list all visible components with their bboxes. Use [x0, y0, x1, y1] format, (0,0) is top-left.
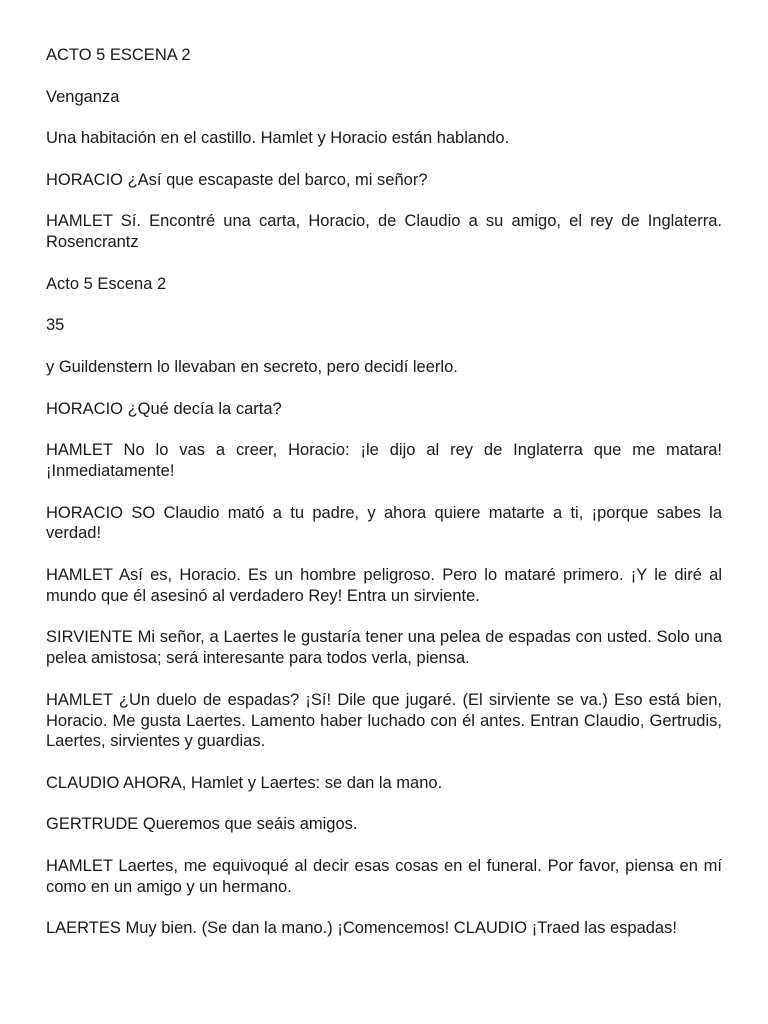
stage-direction: Una habitación en el castillo. Hamlet y Horacio están hablando. [46, 129, 510, 148]
running-header: Acto 5 Escena 2 [46, 274, 167, 293]
dialogue-line: CLAUDIO AHORA, Hamlet y Laertes: se dan la mano. [46, 773, 443, 792]
dialogue-line: HORACIO ¿Así que escapaste del barco, mi señor? [46, 170, 428, 189]
dialogue-line: HAMLET Sí. Encontré una carta, Horacio, de Claudio a su amigo, el rey de Inglaterra. Rosencrantz [46, 212, 722, 252]
dialogue-line: GERTRUDE Queremos que seáis amigos. [46, 815, 358, 834]
scene-title: Venganza [46, 87, 120, 106]
dialogue-line: LAERTES Muy bien. (Se dan la mano.) ¡Comencemos! CLAUDIO ¡Traed las espadas! [46, 919, 677, 938]
act-heading: ACTO 5 ESCENA 2 [46, 46, 191, 64]
dialogue-line: HAMLET No lo vas a creer, Horacio: ¡le dijo al rey de Inglaterra que me matara! ¡Inmediatamente! [46, 441, 722, 480]
dialogue-line: HAMLET Laertes, me equivoqué al decir esas cosas en el funeral. Por favor, piensa en mí como en un amigo y un hermano. [46, 857, 722, 896]
dialogue-continuation: y Guildenstern lo llevaban en secreto, pero decidí leerlo. [46, 357, 458, 376]
dialogue-line: HAMLET Así es, Horacio. Es un hombre peligroso. Pero lo mataré primero. ¡Y le diré al mundo que él asesinó al verdadero Rey! Entra un sirviente. [46, 565, 722, 605]
dialogue-line: SIRVIENTE Mi señor, a Laertes le gustaría tener una pelea de espadas con usted. Solo una pelea amistosa; será interesante para todos verla, piensa. [46, 628, 722, 668]
dialogue-line: HORACIO SO Claudio mató a tu padre, y ahora quiere matarte a ti, ¡porque sabes la verdad! [46, 503, 722, 543]
page-number: 35 [46, 316, 65, 335]
dialogue-line: HAMLET ¿Un duelo de espadas? ¡Sí! Dile que jugaré. (El sirviente se va.) Eso está bien, Horacio. Me gusta Laertes. Lamento haber luchado con él antes. Entran Claudio, Gertrudis, Laertes, sirvientes y guardias. [46, 690, 722, 751]
dialogue-line: HORACIO ¿Qué decía la carta? [46, 399, 282, 418]
